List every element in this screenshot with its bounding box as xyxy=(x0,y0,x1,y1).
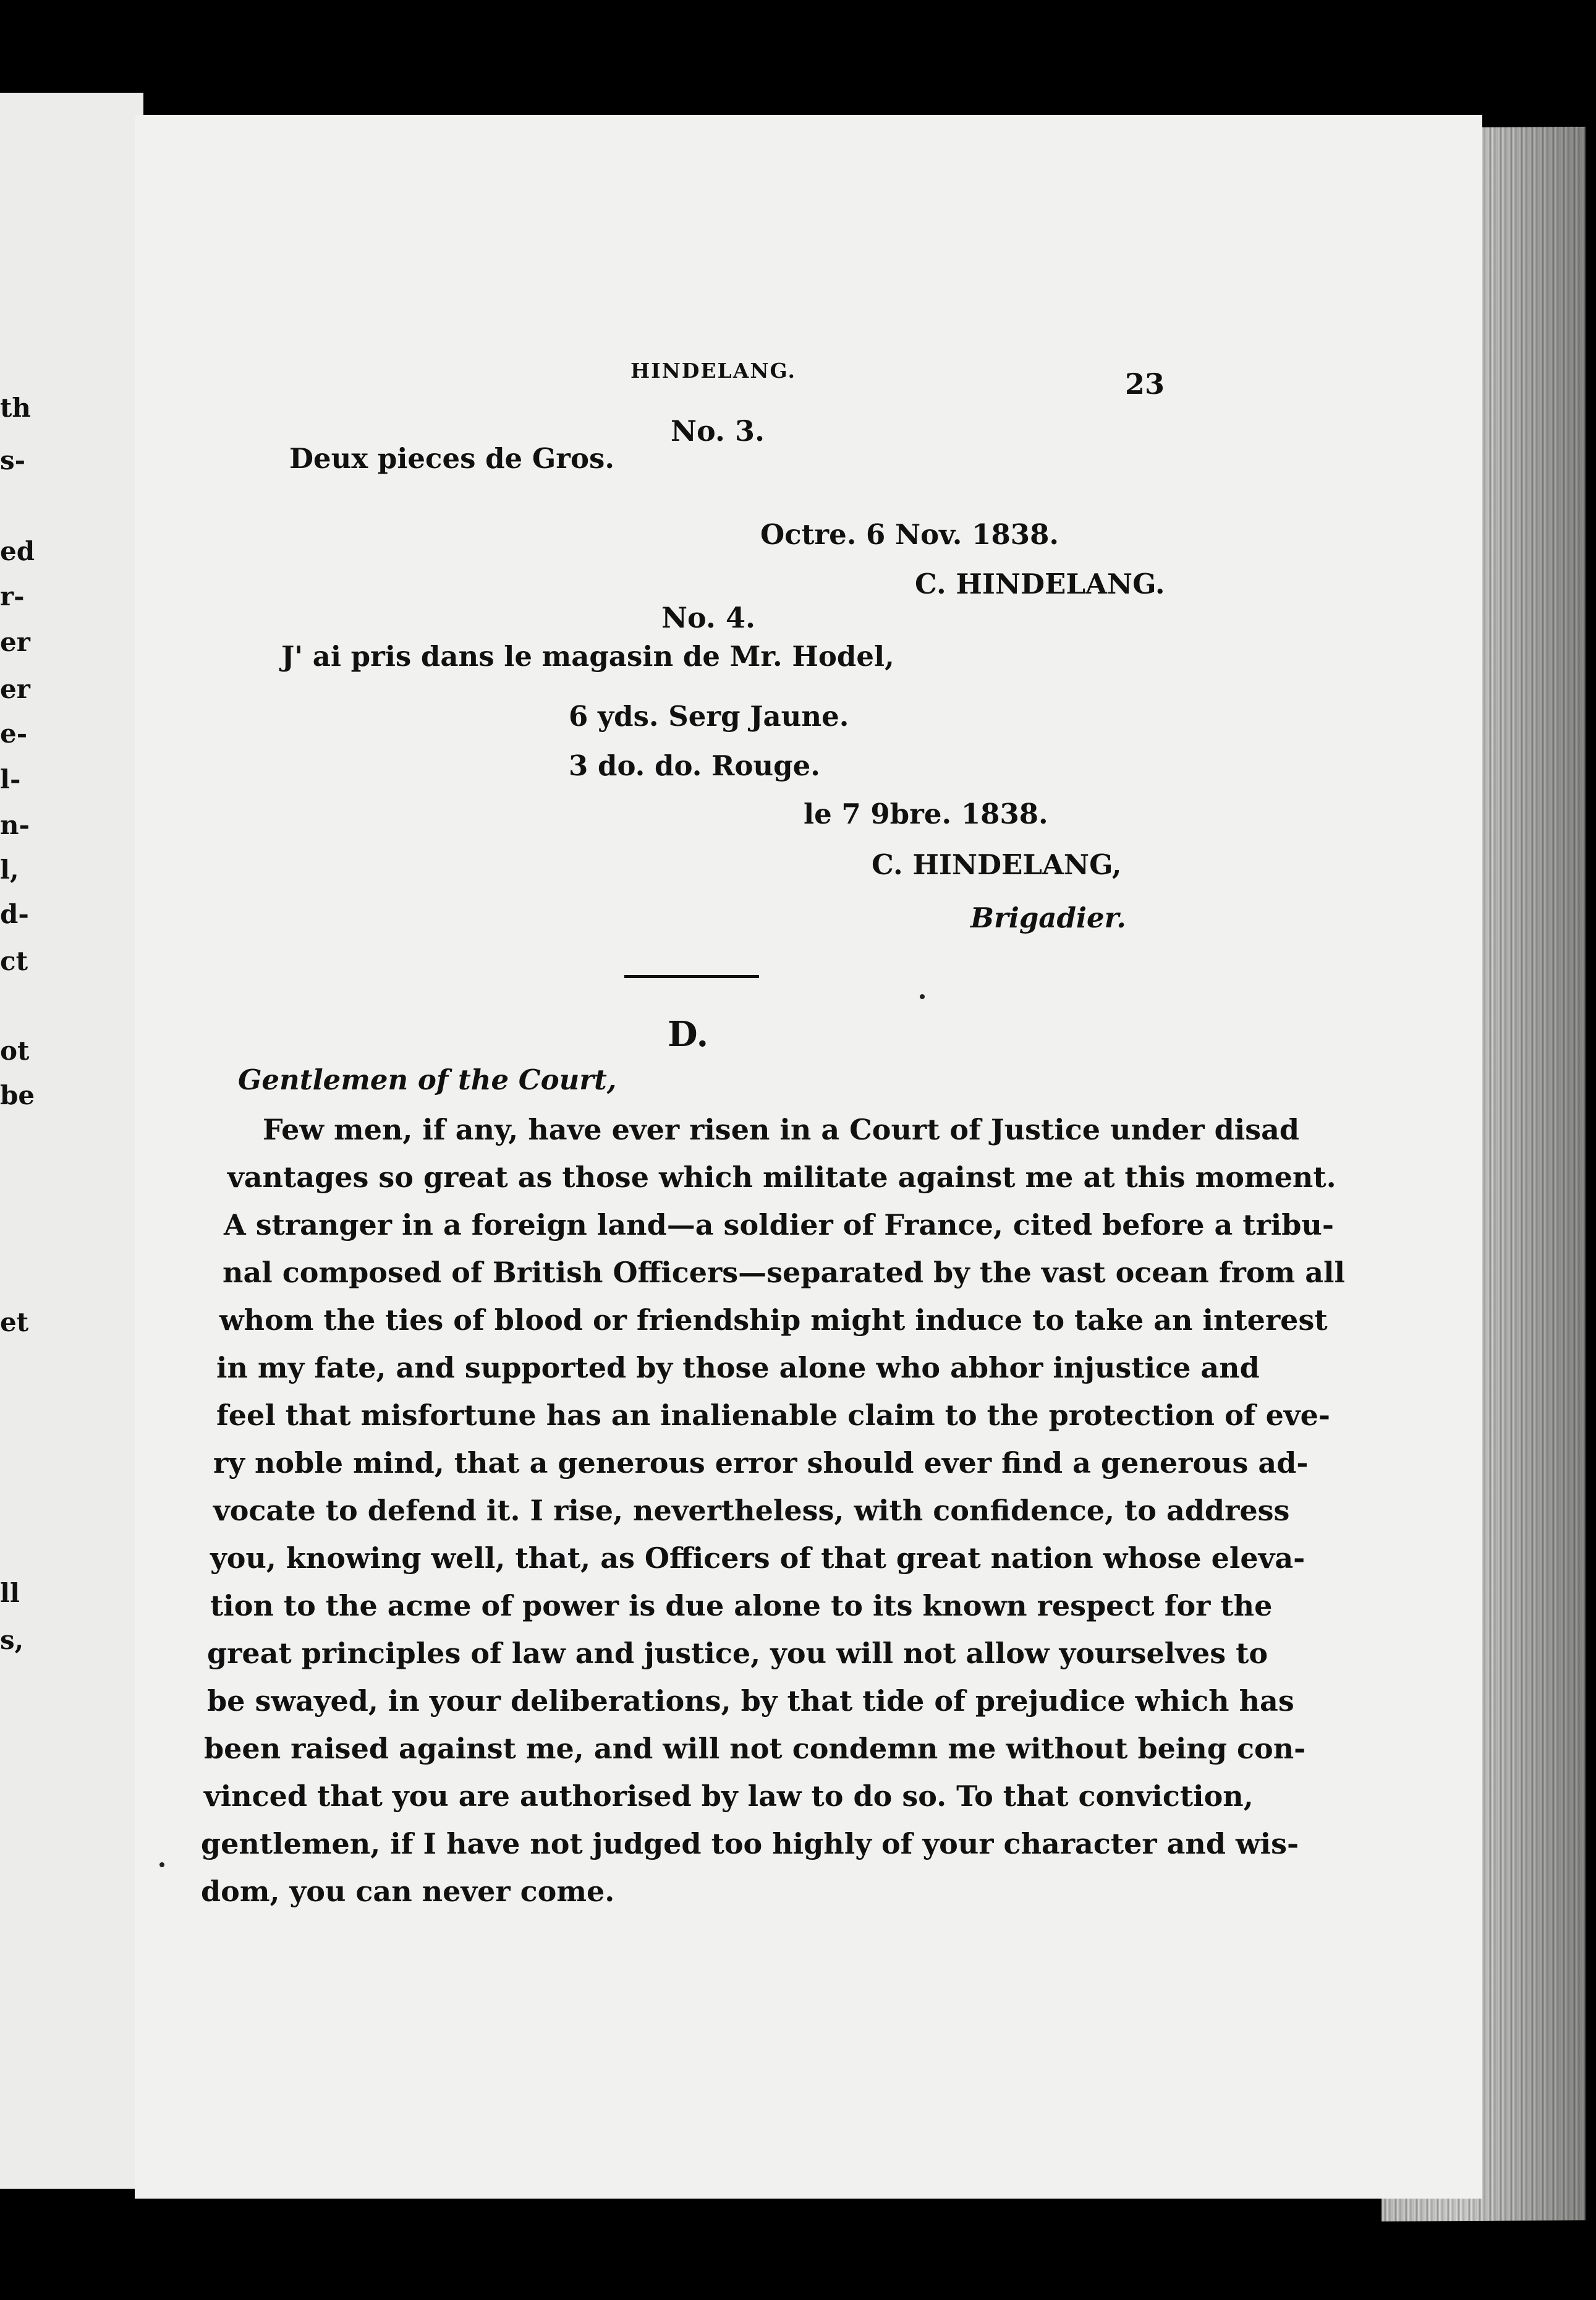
left-page-fragment: ed xyxy=(0,536,35,566)
body-line: vantages so great as those which militate against me at this moment. xyxy=(227,1161,1336,1194)
section-letter: D. xyxy=(668,1014,709,1055)
note4-line2: 6 yds. Serg Jaune. xyxy=(569,700,849,733)
page-number: 23 xyxy=(1125,367,1165,401)
left-page-fragment: er xyxy=(0,674,30,704)
note4-heading: No. 4. xyxy=(661,601,755,634)
note4-rank: Brigadier. xyxy=(970,901,1126,934)
note3-line: Deux pieces de Gros. xyxy=(289,442,615,475)
body-line: tion to the acme of power is due alone to its known respect for the xyxy=(210,1589,1273,1622)
body-line: vinced that you are authorised by law to do so. To that conviction, xyxy=(204,1779,1254,1813)
left-page-fragment: er xyxy=(0,627,30,657)
body-line: great principles of law and justice, you will not allow yourselves to xyxy=(207,1637,1268,1670)
left-page-fragment: be xyxy=(0,1080,35,1110)
left-page-fragment: th xyxy=(0,393,31,423)
left-page-fragment: ot xyxy=(0,1036,30,1066)
left-page-fragment: ct xyxy=(0,946,28,976)
ink-speck xyxy=(159,1862,164,1867)
running-title: HINDELANG. xyxy=(630,359,797,383)
salutation: Gentlemen of the Court, xyxy=(238,1063,617,1096)
note4-date: le 7 9bre. 1838. xyxy=(804,798,1048,830)
left-page-fragment: d- xyxy=(0,899,29,929)
body-line: whom the ties of blood or friendship might induce to take an interest xyxy=(219,1303,1328,1337)
left-page-fragment: l, xyxy=(0,854,19,885)
left-page-fragment: r- xyxy=(0,581,25,611)
note3-date: Octre. 6 Nov. 1838. xyxy=(760,518,1059,551)
note3-signature: C. HINDELANG. xyxy=(915,568,1165,600)
body-line: nal composed of British Officers—separated by the vast ocean from all xyxy=(223,1256,1345,1289)
body-line: dom, you can never come. xyxy=(201,1875,615,1908)
body-line: vocate to defend it. I rise, nevertheless, with confidence, to address xyxy=(213,1494,1290,1527)
ink-speck xyxy=(920,994,925,999)
body-line: A stranger in a foreign land—a soldier of France, cited before a tribu- xyxy=(224,1208,1334,1242)
left-page-fragment: ll xyxy=(0,1578,20,1608)
note4-signature: C. HINDELANG, xyxy=(872,848,1122,881)
left-page-fragment: e- xyxy=(0,718,28,749)
left-page-fragment: s- xyxy=(0,445,26,475)
section-divider-rule xyxy=(624,975,759,978)
left-page-fragment: s, xyxy=(0,1625,24,1655)
left-facing-page xyxy=(0,93,143,2189)
note4-line1: J' ai pris dans le magasin de Mr. Hodel, xyxy=(281,640,894,673)
left-page-fragment: l- xyxy=(0,764,21,794)
body-line: gentlemen, if I have not judged too highly of your character and wis- xyxy=(201,1827,1299,1860)
note3-heading: No. 3. xyxy=(671,414,765,448)
note4-line3: 3 do. do. Rouge. xyxy=(569,749,820,782)
left-page-fragment: n- xyxy=(0,810,30,840)
body-line: been raised against me, and will not condemn me without being con- xyxy=(204,1732,1306,1765)
body-line: be swayed, in your deliberations, by that tide of prejudice which has xyxy=(207,1684,1294,1718)
body-line: Few men, if any, have ever risen in a Court of Justice under disad xyxy=(263,1113,1300,1146)
body-line: in my fate, and supported by those alone who abhor injustice and xyxy=(216,1351,1260,1384)
left-page-fragment: et xyxy=(0,1307,29,1337)
body-line: you, knowing well, that, as Officers of that great nation whose eleva- xyxy=(210,1541,1305,1575)
body-line: ry noble mind, that a generous error should ever find a generous ad- xyxy=(213,1446,1309,1480)
body-line: feel that misfortune has an inalienable claim to the protection of eve- xyxy=(216,1399,1330,1432)
